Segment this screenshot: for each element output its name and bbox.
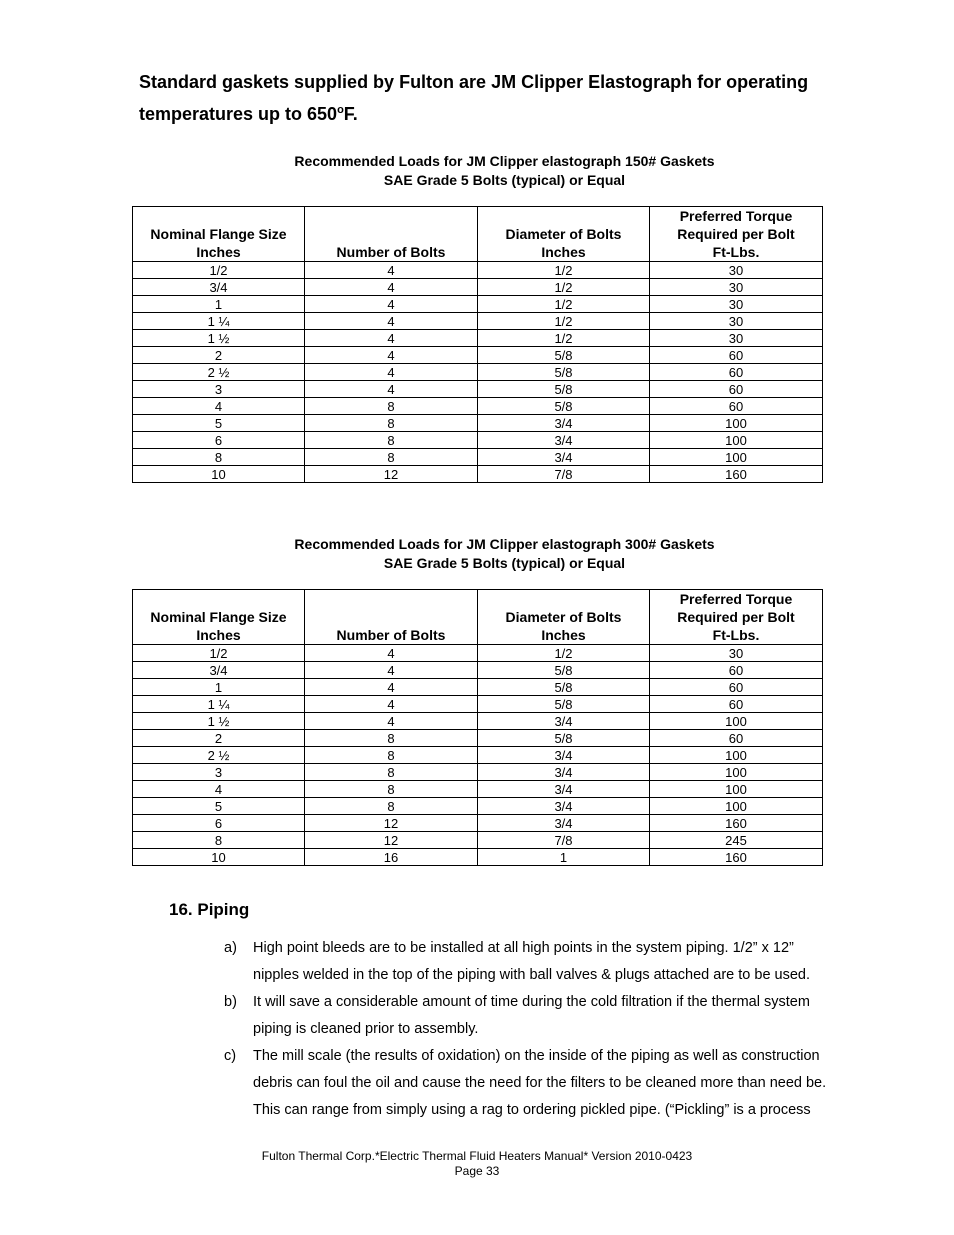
column-header	[478, 207, 650, 262]
table-cell: 10	[133, 466, 305, 483]
table-row	[133, 347, 823, 364]
table-cell: 6	[133, 815, 305, 832]
column-header-line: Preferred Torque	[679, 208, 793, 224]
table-cell: 1/2	[133, 262, 305, 279]
list-item-line: piping is cleaned prior to assembly.	[253, 1021, 479, 1037]
table-row	[133, 432, 823, 449]
column-header-line: Nominal Flange Size	[150, 226, 287, 242]
table-row	[133, 747, 823, 764]
table-cell: 4	[305, 645, 478, 662]
column-header	[478, 590, 650, 645]
column-header-line: Diameter of Bolts	[505, 226, 622, 242]
table-150-subtitle: SAE Grade 5 Bolts (typical) or Equal	[383, 172, 626, 188]
list-item-text	[253, 1043, 874, 1124]
list-item-line: The mill scale (the results of oxidation) on the inside of the piping as well as construction	[253, 1048, 820, 1064]
table-cell: 60	[650, 364, 823, 381]
table-cell: 5	[133, 415, 305, 432]
table-row	[133, 713, 823, 730]
list-item-text	[253, 989, 874, 1043]
table-row	[133, 679, 823, 696]
table-row	[133, 696, 823, 713]
table-cell: 3/4	[133, 279, 305, 296]
table-cell: 3/4	[478, 764, 650, 781]
column-header-line: Number of Bolts	[336, 244, 446, 260]
table-cell: 4	[305, 313, 478, 330]
column-header	[305, 207, 478, 262]
table-cell: 5/8	[478, 679, 650, 696]
table-cell: 7/8	[478, 466, 650, 483]
table-row	[133, 262, 823, 279]
table-row	[133, 296, 823, 313]
list-item	[224, 935, 874, 989]
table-cell: 245	[650, 832, 823, 849]
list-item-text	[253, 935, 874, 989]
table-cell: 8	[133, 832, 305, 849]
table-cell: 5/8	[478, 381, 650, 398]
table-row	[133, 313, 823, 330]
table-cell: 30	[650, 330, 823, 347]
intro-text-end: F.	[343, 104, 358, 124]
table-cell: 4	[305, 262, 478, 279]
table-cell: 10	[133, 849, 305, 866]
table-cell: 5/8	[478, 364, 650, 381]
table-cell: 1/2	[478, 645, 650, 662]
table-cell: 8	[305, 747, 478, 764]
table-cell: 3/4	[478, 747, 650, 764]
table-cell: 3	[133, 764, 305, 781]
degree-symbol: o	[337, 104, 344, 116]
list-item-line: This can range from simply using a rag to ordering pickled pipe. (“Pickling” is a process	[253, 1102, 811, 1118]
table-cell: 8	[133, 449, 305, 466]
list-item-line: It will save a considerable amount of time during the cold filtration if the thermal system	[253, 994, 810, 1010]
table-cell: 4	[305, 679, 478, 696]
table-cell: 30	[650, 645, 823, 662]
list-marker: a)	[224, 940, 237, 956]
table-row	[133, 398, 823, 415]
table-cell: 5/8	[478, 696, 650, 713]
table-cell: 4	[305, 364, 478, 381]
table-row	[133, 764, 823, 781]
table-cell: 1 ½	[133, 713, 305, 730]
footer-page-number: Page 33	[454, 1164, 500, 1178]
table-row	[133, 730, 823, 747]
column-header-line: Preferred Torque	[679, 591, 793, 607]
table-cell: 8	[305, 781, 478, 798]
table-cell: 1/2	[133, 645, 305, 662]
table-cell: 4	[305, 381, 478, 398]
page-footer	[0, 1149, 954, 1179]
table-cell: 1	[478, 849, 650, 866]
table-cell: 1/2	[478, 313, 650, 330]
table-row	[133, 381, 823, 398]
table-cell: 5	[133, 798, 305, 815]
table-cell: 2 ½	[133, 747, 305, 764]
intro-paragraph	[139, 66, 879, 130]
table-cell: 8	[305, 415, 478, 432]
table-cell: 4	[305, 279, 478, 296]
table-cell: 100	[650, 713, 823, 730]
table-cell: 2	[133, 347, 305, 364]
list-item-line: High point bleeds are to be installed at all high points in the system piping. 1/2” x 12”	[253, 940, 794, 956]
table-cell: 4	[305, 662, 478, 679]
column-header-line: Inches	[541, 244, 586, 260]
column-header-line: Ft-Lbs.	[712, 627, 760, 643]
list-item-line: debris can foul the oil and cause the need for the filters to be cleaned more than need be.	[253, 1075, 827, 1091]
table-row	[133, 645, 823, 662]
table-row	[133, 832, 823, 849]
table-cell: 4	[305, 696, 478, 713]
column-header	[650, 207, 823, 262]
table-cell: 4	[133, 398, 305, 415]
table-cell: 1	[133, 679, 305, 696]
table-cell: 5/8	[478, 662, 650, 679]
column-header	[133, 590, 305, 645]
table-cell: 12	[305, 466, 478, 483]
list-item-line: nipples welded in the top of the piping with ball valves & plugs attached are to be used.	[253, 967, 811, 983]
column-header-line: Diameter of Bolts	[505, 609, 622, 625]
table-header-row	[133, 207, 823, 262]
table-cell: 4	[305, 713, 478, 730]
table-cell: 3/4	[478, 432, 650, 449]
table-cell: 1/2	[478, 279, 650, 296]
table-cell: 12	[305, 832, 478, 849]
table-cell: 60	[650, 347, 823, 364]
table-cell: 16	[305, 849, 478, 866]
table-cell: 30	[650, 296, 823, 313]
table-cell: 60	[650, 679, 823, 696]
table-cell: 160	[650, 815, 823, 832]
table-row	[133, 849, 823, 866]
table-cell: 1/2	[478, 262, 650, 279]
table-cell: 100	[650, 449, 823, 466]
table-cell: 1/2	[478, 296, 650, 313]
table-cell: 30	[650, 262, 823, 279]
table-row	[133, 466, 823, 483]
table-cell: 100	[650, 432, 823, 449]
table-150-caption	[132, 152, 877, 190]
table-row	[133, 815, 823, 832]
column-header-line: Inches	[541, 627, 586, 643]
table-cell: 100	[650, 415, 823, 432]
table-cell: 3/4	[478, 781, 650, 798]
table-300-title: Recommended Loads for JM Clipper elastograph 300# Gaskets	[294, 536, 715, 552]
table-cell: 160	[650, 849, 823, 866]
list-item	[224, 1043, 874, 1124]
list-item	[224, 989, 874, 1043]
table-300-caption	[132, 535, 877, 573]
intro-text: Standard gaskets supplied by Fulton are JM Clipper Elastograph for operating temperatures up to 650	[139, 72, 809, 124]
table-cell: 1 ½	[133, 330, 305, 347]
table-cell: 60	[650, 662, 823, 679]
column-header-line: Ft-Lbs.	[712, 244, 760, 260]
column-header	[305, 590, 478, 645]
table-cell: 4	[133, 781, 305, 798]
table-cell: 8	[305, 398, 478, 415]
table-row	[133, 798, 823, 815]
column-header-line: Required per Bolt	[677, 226, 795, 242]
table-row	[133, 449, 823, 466]
table-cell: 1/2	[478, 330, 650, 347]
table-row	[133, 364, 823, 381]
table-cell: 5/8	[478, 398, 650, 415]
table-cell: 3	[133, 381, 305, 398]
table-cell: 8	[305, 730, 478, 747]
table-cell: 4	[305, 296, 478, 313]
table-cell: 5/8	[478, 347, 650, 364]
table-150	[132, 206, 823, 483]
list-marker: c)	[224, 1048, 237, 1064]
table-row	[133, 279, 823, 296]
table-row	[133, 662, 823, 679]
table-cell: 1 ¼	[133, 696, 305, 713]
column-header-line: Nominal Flange Size	[150, 609, 287, 625]
table-cell: 6	[133, 432, 305, 449]
table-cell: 3/4	[478, 713, 650, 730]
table-cell: 2 ½	[133, 364, 305, 381]
piping-list	[224, 935, 874, 1124]
footer-doc-title: Fulton Thermal Corp.*Electric Thermal Fluid Heaters Manual* Version 2010-0423	[261, 1149, 693, 1163]
table-150-title: Recommended Loads for JM Clipper elastograph 150# Gaskets	[294, 153, 715, 169]
column-header-line: Number of Bolts	[336, 627, 446, 643]
list-marker: b)	[224, 994, 237, 1010]
table-cell: 8	[305, 764, 478, 781]
table-cell: 60	[650, 398, 823, 415]
table-cell: 1	[133, 296, 305, 313]
table-header-row	[133, 590, 823, 645]
table-cell: 4	[305, 347, 478, 364]
table-cell: 4	[305, 330, 478, 347]
table-cell: 100	[650, 747, 823, 764]
table-cell: 2	[133, 730, 305, 747]
table-cell: 30	[650, 313, 823, 330]
table-cell: 100	[650, 798, 823, 815]
table-cell: 3/4	[478, 415, 650, 432]
column-header-line: Inches	[196, 627, 241, 643]
table-cell: 60	[650, 381, 823, 398]
table-cell: 60	[650, 696, 823, 713]
column-header-line: Required per Bolt	[677, 609, 795, 625]
table-cell: 3/4	[133, 662, 305, 679]
table-cell: 160	[650, 466, 823, 483]
table-row	[133, 415, 823, 432]
table-row	[133, 781, 823, 798]
column-header	[650, 590, 823, 645]
table-300-subtitle: SAE Grade 5 Bolts (typical) or Equal	[383, 555, 626, 571]
table-cell: 100	[650, 764, 823, 781]
table-cell: 100	[650, 781, 823, 798]
table-cell: 7/8	[478, 832, 650, 849]
table-cell: 8	[305, 432, 478, 449]
table-cell: 1 ¼	[133, 313, 305, 330]
table-cell: 8	[305, 449, 478, 466]
table-row	[133, 330, 823, 347]
table-cell: 8	[305, 798, 478, 815]
table-cell: 3/4	[478, 815, 650, 832]
table-cell: 60	[650, 730, 823, 747]
column-header-line: Inches	[196, 244, 241, 260]
column-header	[133, 207, 305, 262]
table-cell: 3/4	[478, 449, 650, 466]
table-cell: 3/4	[478, 798, 650, 815]
table-cell: 5/8	[478, 730, 650, 747]
table-300	[132, 589, 823, 866]
table-cell: 30	[650, 279, 823, 296]
table-cell: 12	[305, 815, 478, 832]
section-title: 16. Piping	[169, 900, 250, 919]
